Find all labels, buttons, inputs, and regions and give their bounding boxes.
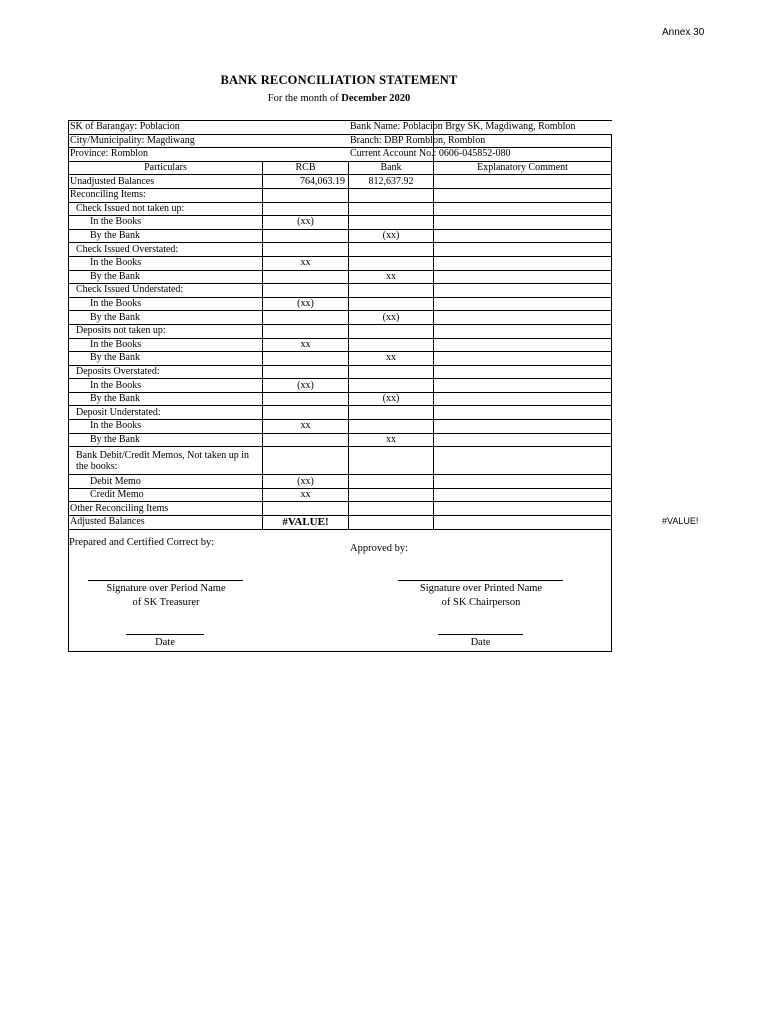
row-bank: xx: [349, 433, 434, 447]
table-row: [69, 420, 612, 434]
row-comment: [434, 256, 612, 270]
row-particulars: Deposit Understated:: [69, 406, 263, 420]
row-bank: (xx): [349, 311, 434, 325]
row-rcb: xx: [263, 488, 349, 502]
row-bank: [349, 256, 434, 270]
row-rcb: [263, 243, 349, 257]
row-particulars: Check Issued not taken up:: [69, 202, 263, 216]
col-particulars: Particulars: [69, 161, 263, 175]
table-row: [69, 433, 612, 447]
row-bank: [349, 216, 434, 230]
row-bank: [349, 188, 434, 202]
chairperson-date-label: Date: [470, 637, 491, 648]
row-bank: [349, 284, 434, 298]
reconciliation-table: [68, 120, 612, 530]
treasurer-date-label: Date: [155, 637, 175, 648]
row-comment: [434, 338, 612, 352]
row-particulars: Unadjusted Balances: [69, 175, 263, 189]
table-row: [69, 243, 612, 257]
row-particulars: Bank Debit/Credit Memos, Not taken up in the books:: [69, 447, 263, 475]
table-row: [69, 488, 612, 502]
table-row: [69, 175, 612, 189]
bank-name: Bank Name: Poblacion Brgy SK, Magdiwang, Romblon: [350, 121, 576, 132]
row-particulars: Credit Memo: [69, 488, 263, 502]
barangay-cell: SK of Barangay: Poblacion: [69, 121, 434, 135]
col-comment: Explanatory Comment: [434, 161, 612, 175]
row-comment: [434, 216, 612, 230]
row-rcb: [263, 365, 349, 379]
row-rcb: [263, 284, 349, 298]
row-particulars: Deposits not taken up:: [69, 324, 263, 338]
prepared-label: Prepared and Certified Correct by:: [69, 537, 215, 548]
row-particulars: Adjusted Balances: [69, 516, 263, 530]
row-bank: [349, 338, 434, 352]
row-particulars: Check Issued Overstated:: [69, 243, 263, 257]
row-particulars: Deposits Overstated:: [69, 365, 263, 379]
row-bank: (xx): [349, 392, 434, 406]
table-row: [69, 188, 612, 202]
row-bank: [349, 243, 434, 257]
table-row: [69, 311, 612, 325]
treasurer-sig-caption-2: of SK Treasurer: [132, 597, 200, 608]
row-comment: [434, 365, 612, 379]
row-rcb: (xx): [263, 379, 349, 393]
row-comment: [434, 284, 612, 298]
row-bank: [349, 502, 434, 516]
row-particulars: In the Books: [69, 216, 263, 230]
row-comment: [434, 488, 612, 502]
row-rcb: [263, 270, 349, 284]
table-row: [69, 379, 612, 393]
page-subtitle: [0, 93, 678, 104]
row-rcb: xx: [263, 420, 349, 434]
account-number: Current Account No.: 0606-045852-080: [350, 148, 511, 160]
row-comment: [434, 229, 612, 243]
row-particulars: Reconciling Items:: [69, 188, 263, 202]
table-row: [69, 229, 612, 243]
annex-label: Annex 30: [662, 27, 705, 38]
table-row: [69, 216, 612, 230]
treasurer-date-line: [126, 634, 204, 635]
row-particulars: In the Books: [69, 338, 263, 352]
approved-label: Approved by:: [350, 543, 409, 554]
chairperson-date-line: [438, 634, 523, 635]
col-rcb: RCB: [263, 161, 349, 175]
row-bank: [349, 202, 434, 216]
row-rcb: [263, 311, 349, 325]
row-comment: [434, 475, 612, 489]
table-row: [69, 352, 612, 366]
row-rcb: [263, 202, 349, 216]
row-rcb: [263, 392, 349, 406]
treasurer-sig-caption-1: Signature over Period Name: [106, 583, 226, 594]
row-bank: [349, 365, 434, 379]
chairperson-signature-line: [398, 580, 563, 581]
table-row: [69, 406, 612, 420]
row-particulars: Check Issued Understated:: [69, 284, 263, 298]
bank-info-block: [349, 121, 611, 162]
table-row: [69, 270, 612, 284]
table-row: [69, 324, 612, 338]
row-rcb: [263, 502, 349, 516]
row-comment: [434, 175, 612, 189]
column-header-row: [69, 161, 612, 175]
col-bank: Bank: [349, 161, 434, 175]
side-value: #VALUE!: [662, 516, 699, 526]
row-particulars: In the Books: [69, 420, 263, 434]
row-particulars: Other Reconciling Items: [69, 502, 263, 516]
row-comment: [434, 324, 612, 338]
row-bank: [349, 475, 434, 489]
row-comment: [434, 433, 612, 447]
subtitle-prefix: For the month of: [267, 93, 339, 104]
row-bank: (xx): [349, 229, 434, 243]
row-comment: [434, 188, 612, 202]
row-bank: [349, 406, 434, 420]
row-particulars: In the Books: [69, 379, 263, 393]
row-bank: [349, 379, 434, 393]
table-row: [69, 502, 612, 516]
row-particulars: By the Bank: [69, 229, 263, 243]
row-comment: [434, 243, 612, 257]
row-particulars: By the Bank: [69, 433, 263, 447]
row-particulars: In the Books: [69, 297, 263, 311]
row-comment: [434, 420, 612, 434]
row-bank: [349, 488, 434, 502]
page-title: BANK RECONCILIATION STATEMENT: [220, 73, 458, 87]
row-comment: [434, 379, 612, 393]
row-rcb: xx: [263, 338, 349, 352]
row-bank: 812,637.92: [349, 175, 434, 189]
row-comment: [434, 270, 612, 284]
row-rcb: [263, 188, 349, 202]
chairperson-sig-caption-1: Signature over Printed Name: [419, 583, 543, 594]
row-rcb: [263, 324, 349, 338]
row-rcb: [263, 433, 349, 447]
branch-name: Branch: DBP Romblon, Romblon: [350, 134, 486, 146]
row-bank: [349, 447, 434, 475]
table-row: [69, 447, 612, 475]
row-rcb: [263, 406, 349, 420]
row-bank: [349, 324, 434, 338]
row-comment: [434, 392, 612, 406]
table-row: [69, 365, 612, 379]
province-cell: Province: Romblon: [69, 148, 434, 162]
row-rcb: [263, 352, 349, 366]
row-comment: [434, 311, 612, 325]
row-comment: [434, 406, 612, 420]
row-particulars: By the Bank: [69, 270, 263, 284]
table-row: [69, 475, 612, 489]
row-particulars: By the Bank: [69, 311, 263, 325]
row-comment: [434, 202, 612, 216]
signature-section: [68, 527, 612, 652]
table-row: [69, 297, 612, 311]
row-bank: xx: [349, 352, 434, 366]
row-comment: [434, 297, 612, 311]
row-bank: [349, 420, 434, 434]
row-particulars: In the Books: [69, 256, 263, 270]
subtitle-month: December 2020: [341, 93, 411, 104]
city-cell: City/Municipality: Magdiwang: [69, 134, 434, 148]
row-rcb: (xx): [263, 297, 349, 311]
row-rcb: [263, 229, 349, 243]
table-row: [69, 392, 612, 406]
row-bank: xx: [349, 270, 434, 284]
chairperson-sig-caption-2: of SK Chairperson: [441, 597, 521, 608]
row-particulars: By the Bank: [69, 352, 263, 366]
row-rcb: (xx): [263, 475, 349, 489]
row-rcb: 764,063.19: [263, 175, 349, 189]
table-row: [69, 284, 612, 298]
treasurer-signature-line: [88, 580, 243, 581]
table-row: [69, 338, 612, 352]
row-bank: [349, 297, 434, 311]
row-particulars: By the Bank: [69, 392, 263, 406]
table-row: [69, 256, 612, 270]
row-comment: [434, 502, 612, 516]
row-comment: [434, 447, 612, 475]
row-rcb: (xx): [263, 216, 349, 230]
row-particulars: Debit Memo: [69, 475, 263, 489]
row-rcb: xx: [263, 256, 349, 270]
row-rcb: #VALUE!: [263, 516, 349, 530]
table-row: [69, 202, 612, 216]
row-rcb: [263, 447, 349, 475]
row-comment: [434, 352, 612, 366]
